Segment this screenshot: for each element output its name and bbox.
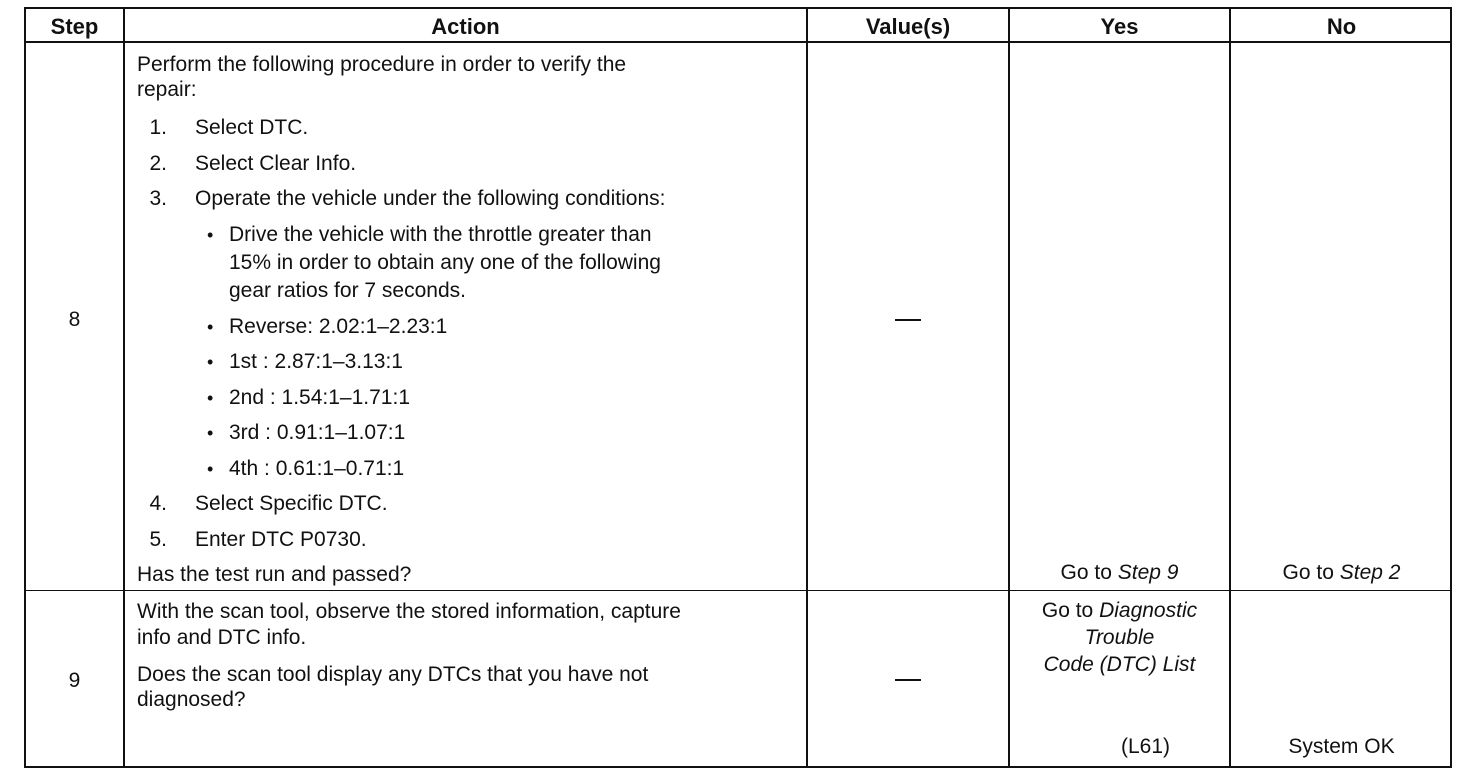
gear-ratio: Reverse: 2.02:1–2.23:1 <box>229 315 448 338</box>
dash-mark <box>895 319 921 321</box>
list-number: 5. <box>149 528 167 551</box>
list-number: 4. <box>149 492 167 515</box>
yes-target: Code (DTC) List <box>1043 653 1196 676</box>
header-step: Step <box>50 14 99 39</box>
yes-result <box>1010 559 1229 587</box>
procedure-step: Select DTC. <box>195 116 309 139</box>
bullet-icon: • <box>207 225 214 245</box>
bullet-icon: • <box>207 423 214 443</box>
column-divider <box>806 7 808 768</box>
action-question: diagnosed? <box>137 688 246 711</box>
yes-target: Trouble <box>1084 626 1155 649</box>
yes-prefix: Go to <box>1041 599 1100 622</box>
bullet-icon: • <box>207 459 214 479</box>
step-number: 8 <box>68 308 81 331</box>
yes-prefix: Go to <box>1060 561 1118 584</box>
value-dash <box>808 305 1008 333</box>
list-number: 3. <box>149 187 167 210</box>
column-divider <box>1229 7 1231 768</box>
no-result: System OK <box>1288 735 1395 758</box>
action-question: Does the scan tool display any DTCs that you have not <box>137 663 649 686</box>
condition-line: Drive the vehicle with the throttle greater than <box>229 223 652 246</box>
header-no: No <box>1326 14 1357 39</box>
action-intro-line: Perform the following procedure in order to verify the <box>137 53 627 76</box>
bullet-icon: • <box>207 352 214 372</box>
bullet-icon: • <box>207 317 214 337</box>
column-divider <box>123 7 125 768</box>
procedure-step: Select Specific DTC. <box>195 492 388 515</box>
header-action: Action <box>431 14 500 39</box>
header-yes: Yes <box>1100 14 1139 39</box>
bullet-icon: • <box>207 388 214 408</box>
condition-line: 15% in order to obtain any one of the following <box>229 251 661 274</box>
header-values: Value(s) <box>865 14 951 39</box>
value-dash <box>808 665 1008 693</box>
action-question: Has the test run and passed? <box>137 563 412 586</box>
list-number: 1. <box>149 116 167 139</box>
dash-mark <box>895 679 921 681</box>
procedure-step: Select Clear Info. <box>195 152 357 175</box>
action-intro-line: repair: <box>137 78 197 101</box>
procedure-step: Enter DTC P0730. <box>195 528 367 551</box>
gear-ratio: 2nd : 1.54:1–1.71:1 <box>229 386 410 409</box>
action-line: info and DTC info. <box>137 626 307 649</box>
yes-note: (L61) <box>1121 735 1171 758</box>
no-prefix: Go to <box>1282 561 1340 584</box>
condition-line: gear ratios for 7 seconds. <box>229 279 466 302</box>
list-number: 2. <box>149 152 167 175</box>
diagnostic-table <box>24 7 1452 768</box>
action-cell <box>137 51 802 591</box>
gear-ratio: 3rd : 0.91:1–1.07:1 <box>229 421 406 444</box>
gear-ratio: 1st : 2.87:1–3.13:1 <box>229 350 403 373</box>
action-line: With the scan tool, observe the stored information, capture <box>137 600 681 623</box>
yes-target: Diagnostic <box>1099 599 1198 622</box>
step-number: 9 <box>68 669 81 692</box>
no-target: Step 2 <box>1339 561 1401 584</box>
yes-result <box>1010 597 1229 678</box>
no-result <box>1231 559 1452 587</box>
gear-ratio: 4th : 0.61:1–0.71:1 <box>229 457 405 480</box>
procedure-step: Operate the vehicle under the following conditions: <box>195 187 666 210</box>
yes-target: Step 9 <box>1117 561 1179 584</box>
header-divider <box>24 41 1452 43</box>
